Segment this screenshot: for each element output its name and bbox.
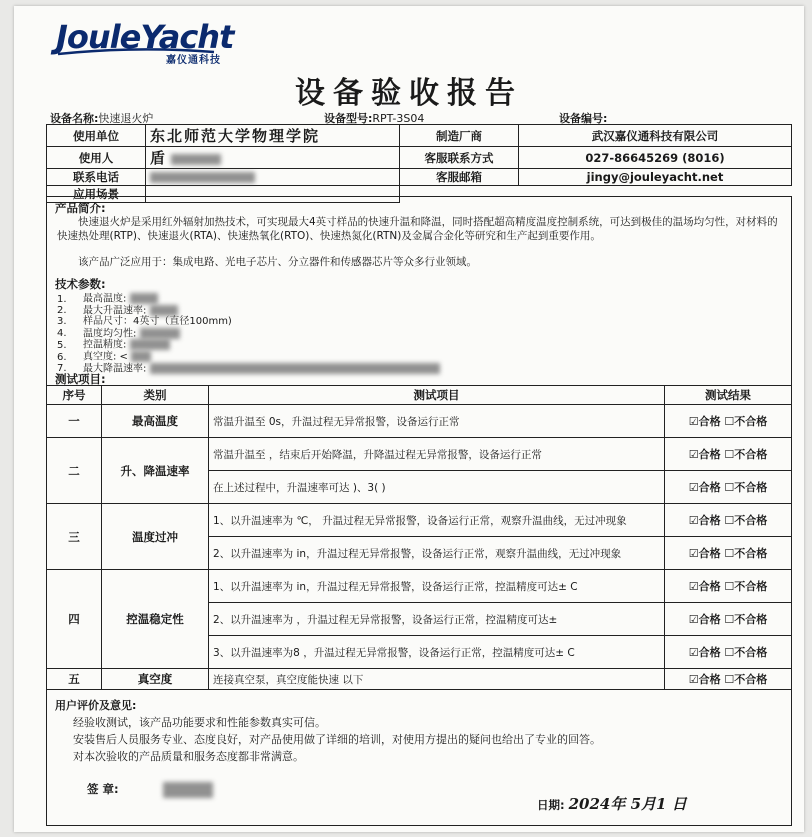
device-serial: 设备编号: [559,112,608,125]
intro-application: 该产品广泛应用于：集成电路、光电子芯片、分立器件和传感器芯片等众多行业领域。 [78,256,477,268]
table-row: 二 升、降温速率 常温升温至 ，结束后开始降温，升降温过程无异常报警，设备运行正常 ☑合格 ☐不合格 [47,438,792,471]
result-checkbox: ☑合格 ☐不合格 [665,471,792,504]
result-checkbox: ☑合格 ☐不合格 [665,603,792,636]
scene-label: 应用场景 [47,186,146,203]
redacted-signature [163,782,213,798]
table-row: 五 真空度 连接真空泵，真空度能快速 以下 ☑合格 ☐不合格 [47,669,792,690]
result-checkbox: ☑合格 ☐不合格 [665,537,792,570]
col-category: 类别 [102,386,209,405]
result-checkbox: ☑合格 ☐不合格 [665,504,792,537]
result-checkbox: ☑合格 ☐不合格 [665,570,792,603]
service-label: 客服联系方式 [400,147,519,169]
phone-label: 联系电话 [47,169,146,186]
result-checkbox: ☑合格 ☐不合格 [665,636,792,669]
report-body [46,196,792,826]
evaluation-line: 经验收测试，该产品功能要求和性能参数真实可信。 [73,716,326,729]
page-title: 设备验收报告 [295,76,523,111]
result-checkbox: ☑合格 ☐不合格 [665,669,792,690]
table-row: 四 控温稳定性 1、以升温速率为 in，升温过程无异常报警，设备运行正常，控温精度可达± C ☑合格 ☐不合格 [47,570,792,603]
device-name: 设备名称:快速退火炉 [50,112,154,125]
table-row: 2、以升温速率为 ，升温过程无异常报警，设备运行正常，控温精度可达± ☑合格 ☐不合格 [47,603,792,636]
manufacturer-label: 制造厂商 [400,125,519,147]
signature-label: 签 章: [87,782,119,796]
redacted-name [171,154,221,165]
info-table [46,124,792,203]
user-unit-value: 东北师范大学物理学院 [146,125,400,147]
logo-wordmark: JouleYacht [56,18,234,56]
table-row: 三 温度过冲 1、以升温速率为 ℃， 升温过程无异常报警，设备运行正常，观察升温曲线，无过冲现象 ☑合格 ☐不合格 [47,504,792,537]
report-page [14,6,804,832]
signature-area [87,781,213,798]
logo-subtitle: 嘉仪通科技 [166,55,221,66]
specs-list [57,293,440,374]
user-unit-label: 使用单位 [47,125,146,147]
intro-heading: 产品简介: [55,201,106,215]
evaluation-line: 对本次验收的产品质量和服务态度都非常满意。 [73,750,304,763]
specs-heading: 技术参数: [55,277,106,291]
spec-item: 3. 样品尺寸：4英寸（直径100mm) [57,316,232,328]
device-model: 设备型号:RPT-3S04 [324,112,425,125]
email-label: 客服邮箱 [400,169,519,186]
table-row: 一 最高温度 常温升温至 0s，升温过程无异常报警，设备运行正常 ☑合格 ☐不合格 [47,405,792,438]
spec-item: 7. 最大降温速率: [57,363,440,375]
service-value: 027-86645269 (8016) [519,147,792,169]
tests-table [46,385,792,690]
tests-heading: 测试项目: [55,372,106,386]
result-checkbox: ☑合格 ☐不合格 [665,405,792,438]
col-item: 测试项目 [209,386,665,405]
date-label: 日期: [537,798,565,812]
evaluation-heading: 用户评价及意见: [55,699,137,712]
redacted-phone [150,172,255,183]
spec-item: 5. 控温精度: [57,339,440,351]
email-value: jingy@jouleyacht.net [519,169,792,186]
date-value: 2024年 5月1 日 [568,795,687,813]
evaluation-line: 安装售后人员服务专业、态度良好，对产品使用做了详细的培训，对使用方提出的疑问也给出了专业的回答。 [73,733,601,746]
user-value: 盾 [146,147,400,169]
company-logo [56,18,256,66]
spec-item: 1. 最高温度: [57,293,440,305]
spec-item: 6. 真空度: < [57,351,440,363]
result-checkbox: ☑合格 ☐不合格 [665,438,792,471]
spec-item: 2. 最大升温速率: [57,305,440,317]
col-no: 序号 [47,386,102,405]
user-label: 使用人 [47,147,146,169]
manufacturer-value: 武汉嘉仪通科技有限公司 [519,125,792,147]
spec-item: 4. 温度均匀性: [57,328,440,340]
table-row: 2、以升温速率为 in，升温过程无异常报警，设备运行正常，观察升温曲线，无过冲现象 ☑合格 ☐不合格 [47,537,792,570]
date-area [537,793,687,814]
phone-value [146,169,400,186]
table-row: 3、以升温速率为8 ，升温过程无异常报警，设备运行正常，控温精度可达± C ☑合格 ☐不合格 [47,636,792,669]
table-row: 在上述过程中，升温速率可达 )、3( ) ☑合格 ☐不合格 [47,471,792,504]
evaluation-section [55,697,785,764]
intro-paragraph: 快速退火炉是采用红外辐射加热技术，可实现最大4英寸样品的快速升温和降温，同时搭配超高精度温度控制系统，可达到极佳的温场均匀性，对材料的快速热处理(RTP)、快速退火(RTA)、快速热氧化(RTO)、快速热氮化(RTN)及金属合金化等研究和生产起到重要作用。 [57,216,778,242]
col-result: 测试结果 [665,386,792,405]
